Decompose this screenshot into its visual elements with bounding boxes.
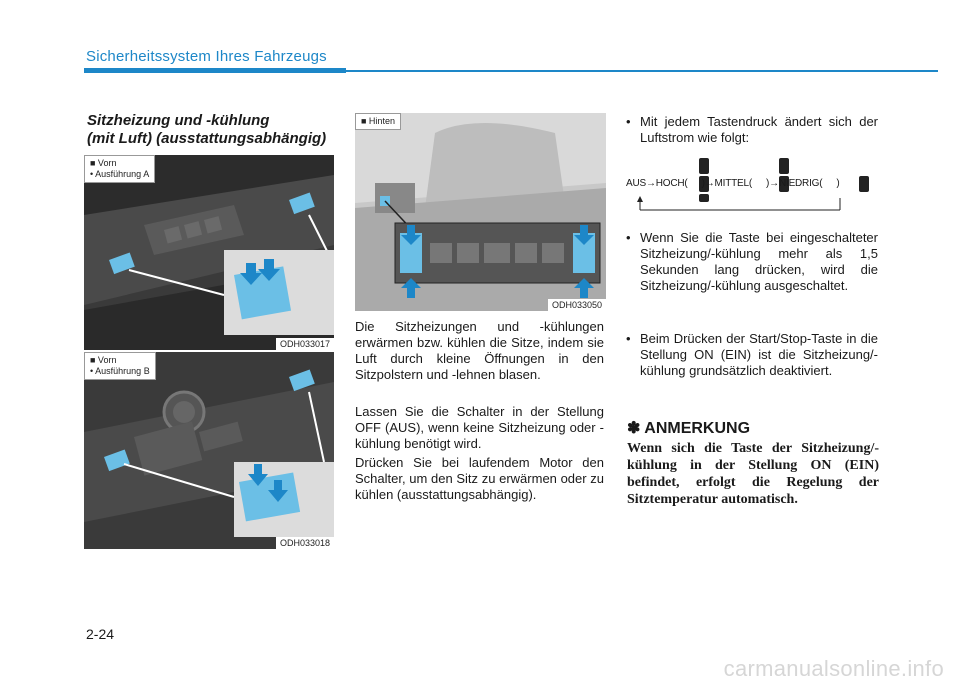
figure-tag xyxy=(84,352,156,380)
front-console-a-illustration xyxy=(84,155,334,350)
figure-tag-location: ■ Vorn xyxy=(90,355,117,365)
bullet-dot: • xyxy=(626,331,631,346)
figure-tag-variant: • Ausführung A xyxy=(90,169,150,179)
figure-front-a xyxy=(84,155,334,350)
rear-seat-illustration xyxy=(355,113,606,311)
bullet-dot: • xyxy=(626,230,631,245)
seq-high: HOCH( xyxy=(655,178,688,189)
airflow-sequence xyxy=(626,158,886,216)
header-bar xyxy=(84,68,346,73)
bullet-dot: • xyxy=(626,114,631,129)
section-header-title: Sicherheitssystem Ihres Fahrzeugs xyxy=(86,48,327,65)
seq-low: NIEDRIG( xyxy=(778,178,823,189)
figure-tag-location: ■ Vorn xyxy=(90,158,117,168)
section-title-line1: Sitzheizung und -kühlung xyxy=(87,112,270,129)
figure-tag-location: ■ Hinten xyxy=(361,116,395,126)
figure-tag xyxy=(84,155,155,183)
arrow-right-icon: → xyxy=(645,178,656,189)
figure-front-b xyxy=(84,352,334,549)
seq-close: ) xyxy=(701,178,705,189)
seq-close: ) xyxy=(836,178,840,189)
section-title-line2: (mit Luft) (ausstattungsabhängig) xyxy=(87,130,327,147)
airflow-sequence-text xyxy=(626,178,840,189)
watermark: carmanualsonline.info xyxy=(723,656,944,681)
bullet-text: Mit jedem Tastendruck ändert sich der Luftstrom wie folgt: xyxy=(640,114,878,145)
figure-rear xyxy=(355,113,606,311)
bullet-long-press xyxy=(626,230,878,294)
bullet-start-stop xyxy=(626,331,878,379)
bullet-text: Beim Drücken der Start/Stop-Taste in die Stellung ON (EIN) ist die Sitzheizung/-kühlung grundsätzlich deaktiviert. xyxy=(640,331,878,378)
paragraph-press: Drücken Sie bei laufendem Motor den Schalter, um den Sitz zu erwärmen oder zu kühlen (ausstattungsabhängig). xyxy=(355,455,604,502)
arrow-right-icon: → xyxy=(769,178,779,189)
arrow-right-icon: → xyxy=(704,178,715,189)
figure-code: ODH033017 xyxy=(276,338,334,350)
figure-code: ODH033018 xyxy=(276,537,334,549)
figure-code: ODH033050 xyxy=(548,299,606,311)
bullet-text: Wenn Sie die Taste bei eingeschalteter Sitzheizung/-kühlung mehr als 1,5 Sekunden lang drücken, wird die Sitzheizung/-kühlung ausgeschaltet. xyxy=(640,230,878,293)
seq-medium: MITTEL( xyxy=(714,178,753,189)
figure-tag-variant: • Ausführung B xyxy=(90,366,150,376)
seq-close: ) xyxy=(766,178,770,189)
note-heading: ✽ ANMERKUNG xyxy=(627,420,751,437)
figure-tag xyxy=(355,113,401,130)
page-number: 2-24 xyxy=(86,626,115,642)
paragraph-intro: Die Sitzheizungen und -kühlungen erwärmen bzw. kühlen die Sitze, indem sie Luft durch kleine Öffnungen in den Sitzpolstern und -lehnen blasen. xyxy=(355,319,604,382)
paragraph-off: Lassen Sie die Schalter in der Stellung OFF (AUS), wenn keine Sitzheizung oder -kühlung benötigt wird. xyxy=(355,404,604,451)
section-title xyxy=(87,112,326,148)
bullet-airflow xyxy=(626,114,878,146)
note-body: Wenn sich die Taste der Sitzheizung/-kühlung in der Stellung ON (EIN) befindet, erfolgt die Regelung der Sitztemperatur automatisch. xyxy=(627,441,879,507)
front-console-b-illustration xyxy=(84,352,334,549)
header-rule xyxy=(346,70,938,72)
seq-off: AUS xyxy=(626,178,646,189)
